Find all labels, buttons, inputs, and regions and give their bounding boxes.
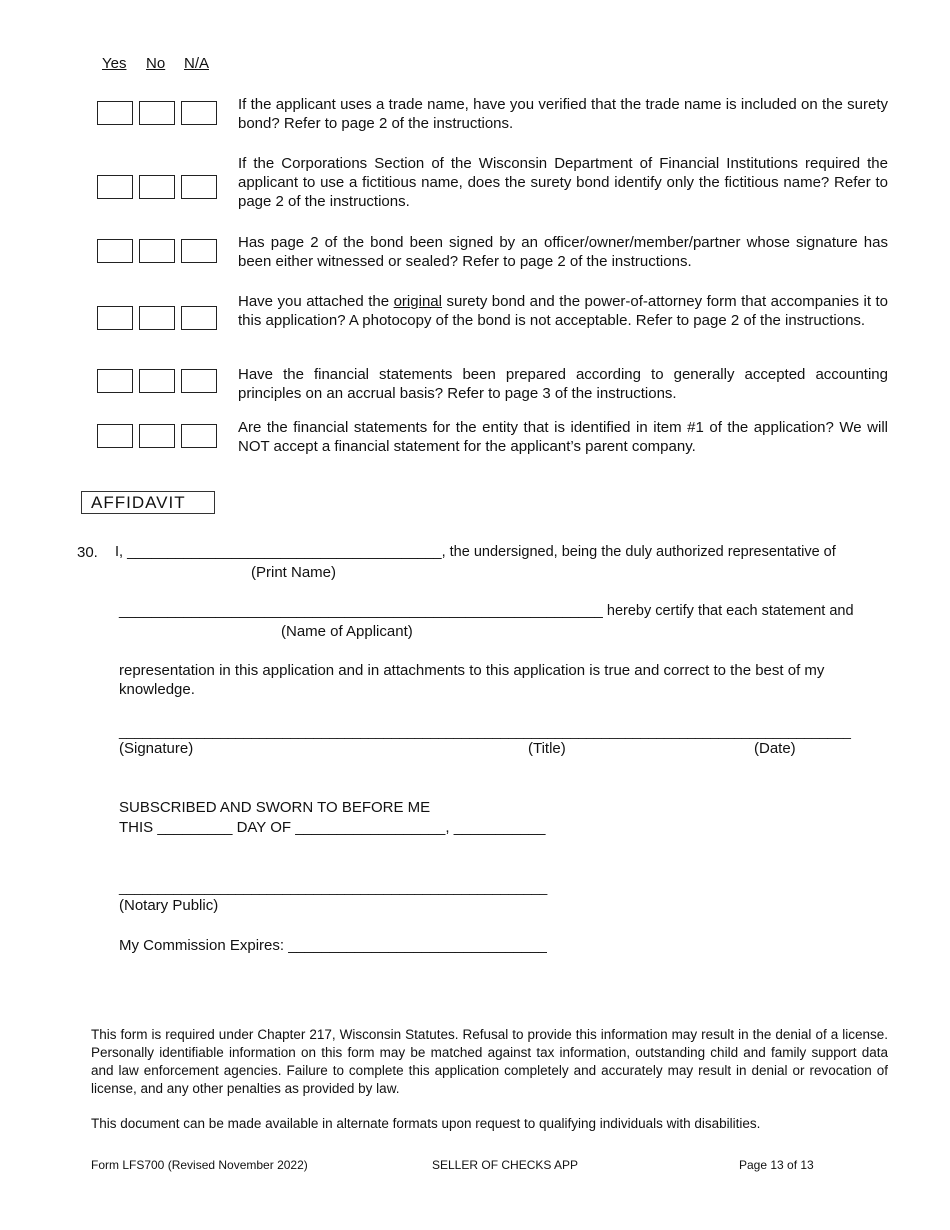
question-fictitious-name: If the Corporations Section of the Wisconsin Department of Financial Institutions required the applicant to use a fictitious name, does the surety bond identify only the fictitious name? Refer to page 2 of the instructions. — [238, 155, 888, 210]
question-bond-signed: Has page 2 of the bond been signed by an officer/owner/member/partner whose signature has been either witnessed or sealed? Refer to page 2 of the instructions. — [238, 234, 888, 270]
no-column-header: No — [146, 55, 166, 72]
original-emphasis: original — [393, 293, 442, 310]
no-checkbox[interactable] — [139, 306, 175, 330]
na-checkbox[interactable] — [181, 239, 217, 263]
yes-checkbox[interactable] — [97, 239, 133, 263]
form-id: Form LFS700 (Revised November 2022) — [91, 1158, 308, 1172]
question-entity: Are the financial statements for the entity that is identified in item #1 of the application? We will NOT accept a financial statement for the applicant’s parent company. — [238, 419, 888, 455]
item-number: 30. — [77, 544, 98, 561]
na-column-header: N/A — [184, 55, 210, 72]
alternate-formats-notice: This document can be made available in alternate formats upon request to qualifying individuals with disabilities. — [91, 1116, 761, 1131]
applicant-certify-line: ____________________________________________________________ hereby certify that each statement and — [119, 603, 854, 619]
question-text: surety bond and the power-of-attorney form that accompanies it to this application? A photocopy of the bond is not acceptable. Refer to page 2 of the instructions. — [238, 293, 888, 329]
representative-statement: I, _______________________________________, the undersigned, being the duly authorized representative of — [115, 544, 836, 560]
yes-column-header: Yes — [102, 55, 127, 72]
sworn-heading: SUBSCRIBED AND SWORN TO BEFORE ME — [119, 799, 431, 816]
na-checkbox[interactable] — [181, 424, 217, 448]
na-checkbox[interactable] — [181, 306, 217, 330]
applicant-caption: (Name of Applicant) — [281, 623, 413, 640]
signature-caption: (Signature) — [119, 740, 194, 757]
notary-signature-line[interactable]: _______________________________________________________ — [119, 879, 548, 895]
no-checkbox[interactable] — [139, 175, 175, 199]
print-name-caption: (Print Name) — [251, 564, 337, 581]
yes-checkbox[interactable] — [97, 424, 133, 448]
question-gaap: Have the financial statements been prepared according to generally accepted accounting principles on an accrual basis? Refer to page 3 of the instructions. — [238, 366, 888, 402]
na-checkbox[interactable] — [181, 101, 217, 125]
question-text: Have you attached the — [238, 293, 394, 310]
commission-expires-line[interactable]: My Commission Expires: _______________________________ — [119, 937, 547, 954]
affidavit-heading: AFFIDAVIT — [81, 491, 215, 514]
date-caption: (Date) — [754, 740, 796, 757]
no-checkbox[interactable] — [139, 101, 175, 125]
yes-checkbox[interactable] — [97, 101, 133, 125]
no-checkbox[interactable] — [139, 369, 175, 393]
signature-line[interactable]: ______________________________________________________________________________________________ — [119, 723, 851, 739]
yes-checkbox[interactable] — [97, 175, 133, 199]
yes-checkbox[interactable] — [97, 306, 133, 330]
question-original-bond — [238, 292, 888, 330]
no-checkbox[interactable] — [139, 424, 175, 448]
notary-caption: (Notary Public) — [119, 897, 219, 914]
certification-text: representation in this application and in attachments to this application is true and correct to the best of my knowledge. — [119, 662, 825, 698]
form-title: SELLER OF CHECKS APP — [432, 1158, 579, 1172]
page-number: Page 13 of 13 — [739, 1158, 814, 1172]
sworn-date-line[interactable]: THIS _________ DAY OF __________________, ___________ — [119, 819, 546, 836]
question-trade-name: If the applicant uses a trade name, have you verified that the trade name is included on the surety bond? Refer to page 2 of the instructions. — [238, 96, 888, 132]
na-checkbox[interactable] — [181, 369, 217, 393]
na-checkbox[interactable] — [181, 175, 217, 199]
yes-checkbox[interactable] — [97, 369, 133, 393]
title-caption: (Title) — [528, 740, 566, 757]
no-checkbox[interactable] — [139, 239, 175, 263]
statute-notice: This form is required under Chapter 217, Wisconsin Statutes. Refusal to provide this information may result in the denial of a license. Personally identifiable information on this form may be matched against tax information, outstanding child and family support data and law enforcement agencies. Failure to complete this application completely and accurately may result in denial or revocation of license, and any other penalties as provided by law. — [91, 1027, 888, 1096]
